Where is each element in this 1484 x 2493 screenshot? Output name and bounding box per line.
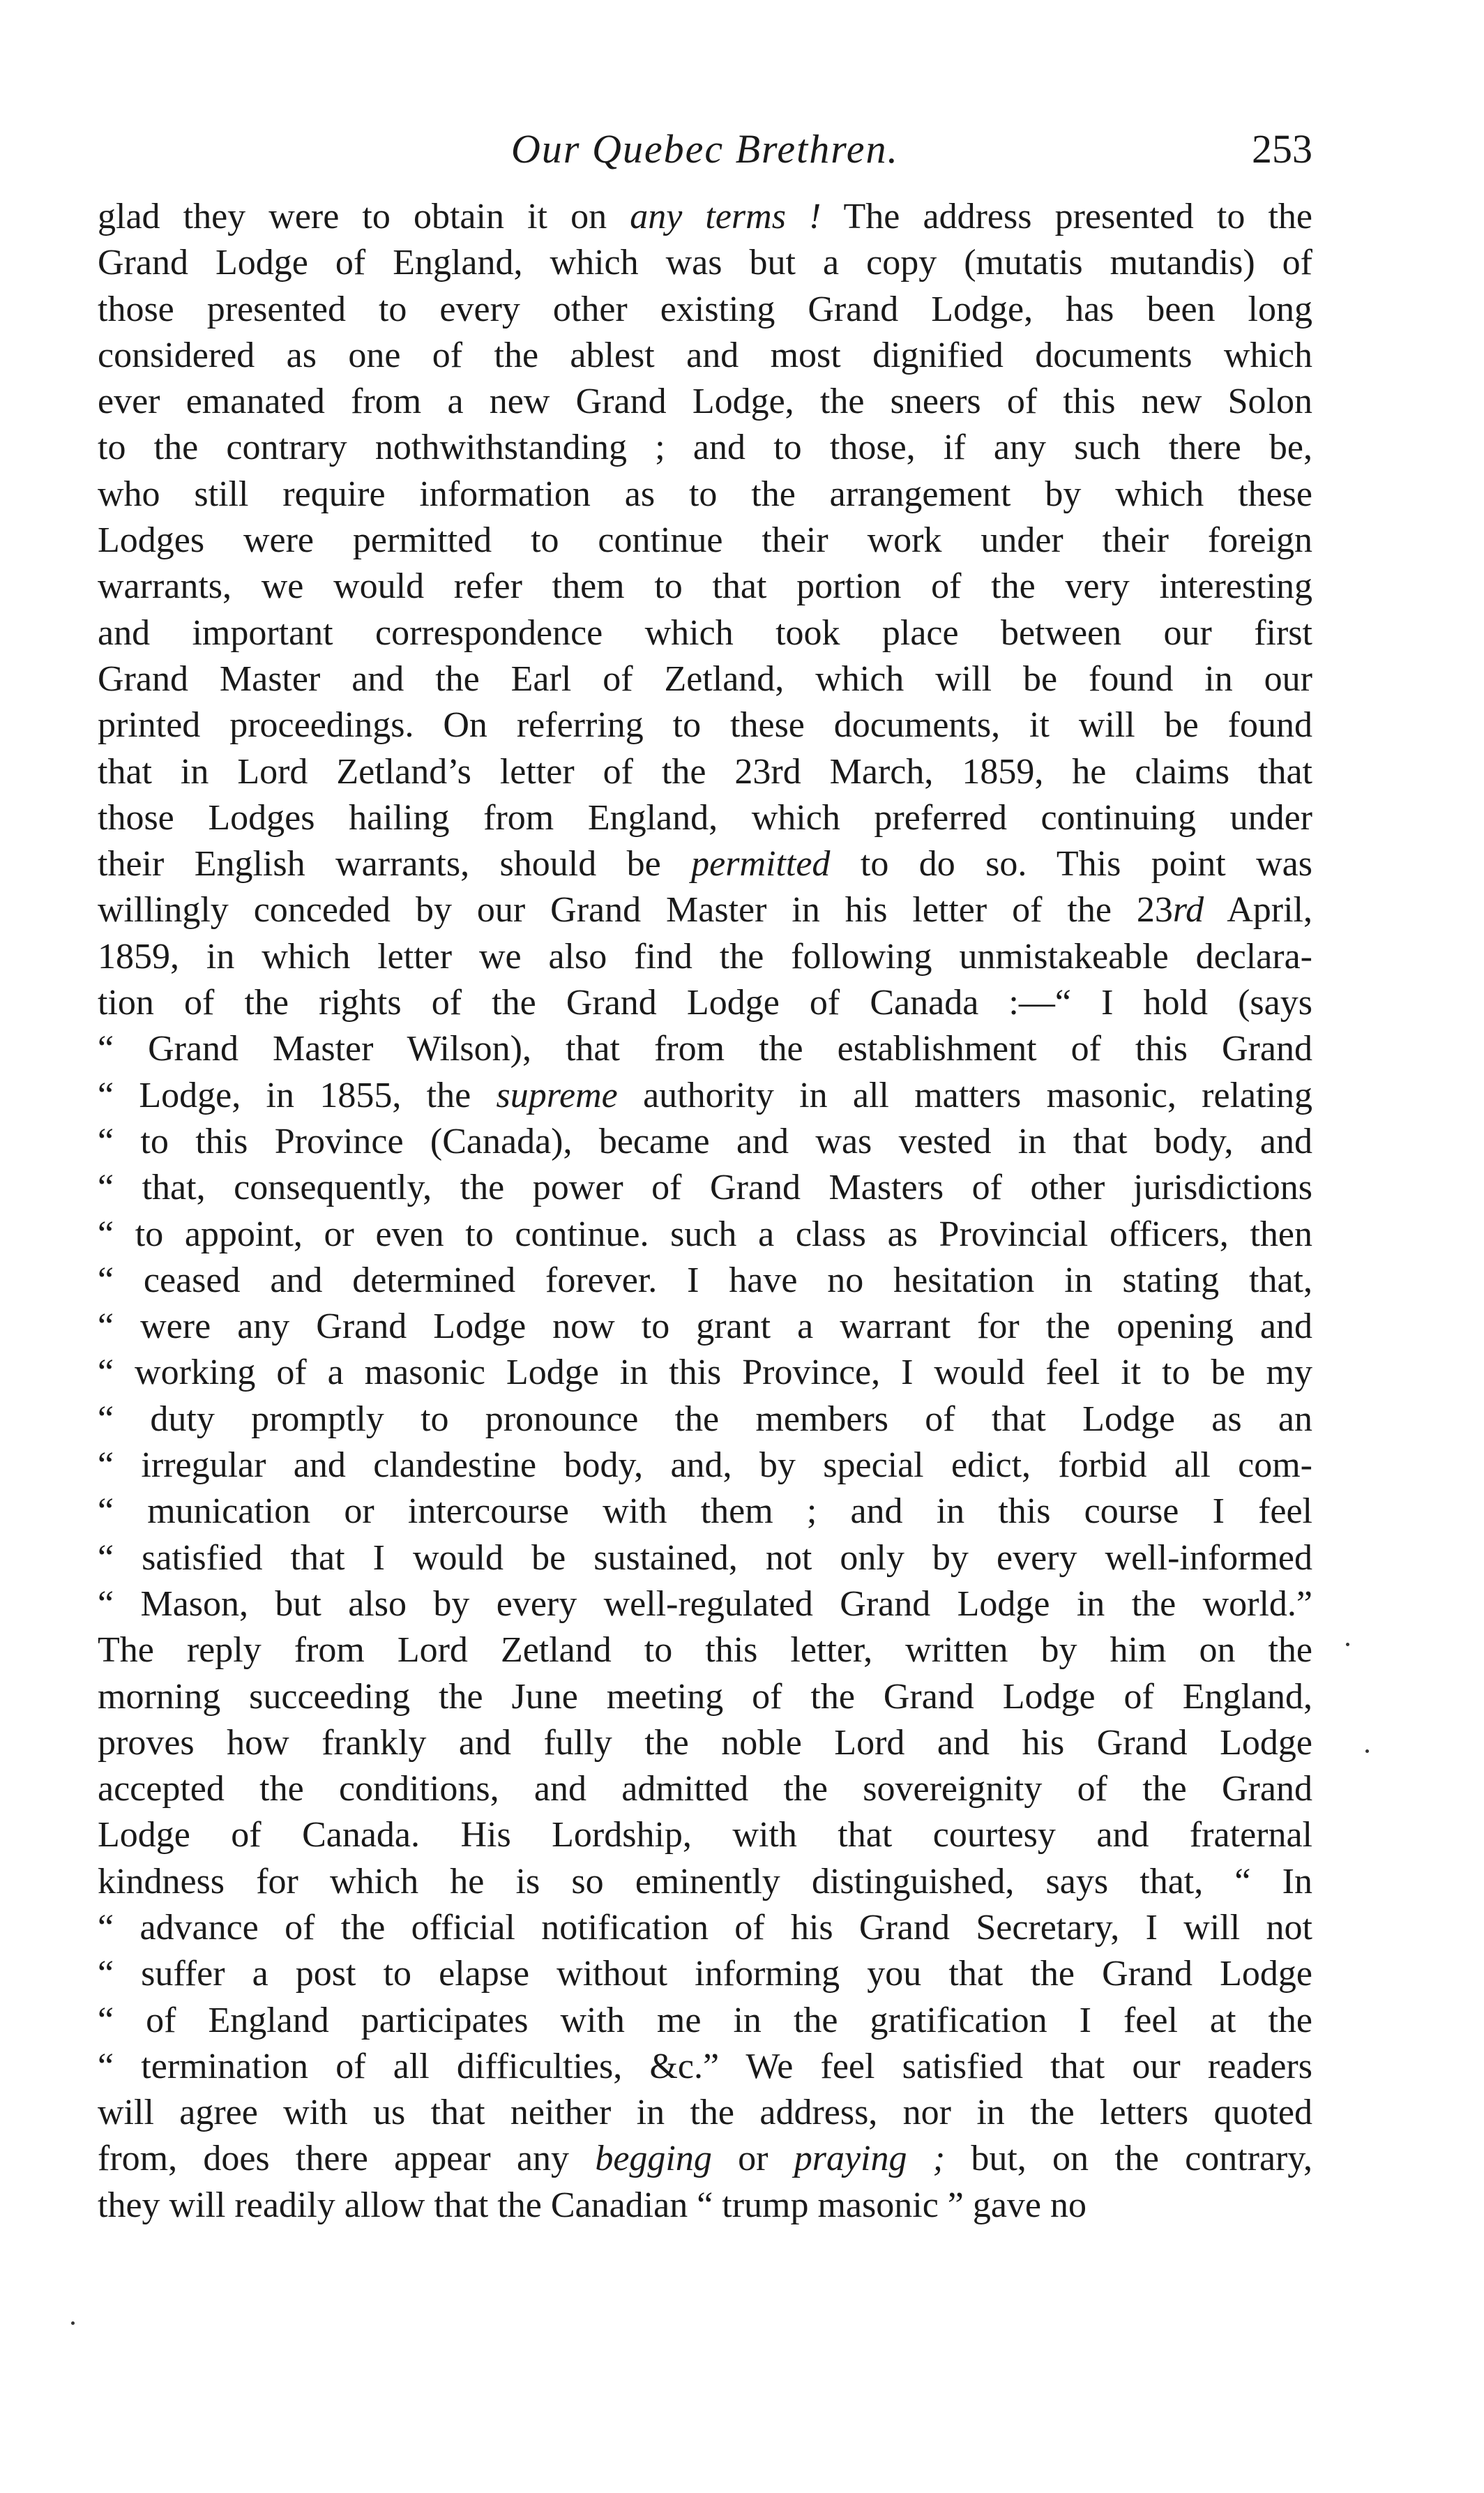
text-line — [98, 980, 1312, 1026]
text-run: that in Lord Zetland’s letter of the 23rd March, 1859, he claims that — [98, 751, 1312, 792]
text-run: to the contrary nothwithstanding ; and to those, if any such there be, — [98, 428, 1312, 468]
text-run: but, on the contrary, — [945, 2139, 1312, 2179]
text-line — [98, 2183, 1312, 2229]
body-text — [98, 194, 1312, 2229]
text-run: “ satisfied that I would be sustained, not only by every well-informed — [98, 1537, 1312, 1578]
text-line — [98, 518, 1312, 564]
running-head — [98, 124, 1312, 174]
text-line — [98, 1396, 1312, 1443]
text-run: tion of the rights of the Grand Lodge of Canada :—“ I hold (says — [98, 983, 1312, 1023]
page-number: 253 — [1252, 126, 1312, 172]
text-run: The address presented to the — [821, 197, 1312, 236]
text-line — [98, 1489, 1312, 1535]
text-line — [98, 749, 1312, 795]
text-line — [98, 702, 1312, 748]
text-run: warrants, we would refer them to that portion of the very interesting — [98, 566, 1312, 607]
text-line — [98, 841, 1312, 887]
text-line — [98, 379, 1312, 425]
text-run: Lodges were permitted to continue their work under their foreign — [98, 520, 1312, 561]
text-run: Lodge of Canada. His Lordship, with that courtesy and fraternal — [98, 1815, 1312, 1855]
text-run: morning succeeding the June meeting of the Grand Lodge of England, — [98, 1676, 1312, 1717]
text-line — [98, 425, 1312, 471]
text-line — [98, 1905, 1312, 1951]
text-line — [98, 1304, 1312, 1350]
text-run: their English warrants, should be — [98, 844, 692, 884]
text-line — [98, 287, 1312, 333]
text-line — [98, 2136, 1312, 2182]
text-line — [98, 1535, 1312, 1581]
text-run: “ working of a masonic Lodge in this Province, I would feel it to be my — [98, 1353, 1312, 1393]
text-run: glad they were to obtain it on — [98, 197, 630, 236]
text-line — [98, 795, 1312, 841]
text-run: “ duty promptly to pronounce the members of that Lodge as an — [98, 1399, 1312, 1439]
text-line — [98, 1073, 1312, 1119]
text-line — [98, 1720, 1312, 1766]
text-line — [98, 1627, 1312, 1673]
text-run: “ Grand Master Wilson), that from the establishment of this Grand — [98, 1029, 1312, 1069]
text-line — [98, 887, 1312, 933]
text-run: 1859, in which letter we also find the following unmistakeable declara- — [98, 936, 1312, 977]
text-run: ever emanated from a new Grand Lodge, the sneers of this new Solon — [98, 382, 1312, 422]
text-run: “ of England participates with me in the gratification I feel at the — [98, 2000, 1312, 2040]
text-run: “ Lodge, in 1855, the — [98, 1075, 497, 1115]
text-run: those presented to every other existing Grand Lodge, has been long — [98, 289, 1312, 329]
text-line — [98, 610, 1312, 656]
text-run: will agree with us that neither in the address, nor in the letters quoted — [98, 2093, 1312, 2133]
italic-run: supreme — [496, 1075, 618, 1115]
text-line — [98, 656, 1312, 702]
text-run: those Lodges hailing from England, which preferred continuing under — [98, 797, 1312, 838]
text-line — [98, 1443, 1312, 1489]
italic-run: praying ; — [794, 2139, 946, 2179]
text-run: “ munication or intercourse with them ; and in this course I feel — [98, 1491, 1312, 1532]
text-line — [98, 1998, 1312, 2044]
print-speck — [1346, 1643, 1349, 1646]
text-run: “ ceased and determined forever. I have no hesitation in stating that, — [98, 1260, 1312, 1300]
text-run: April, — [1204, 890, 1312, 931]
text-line — [98, 2044, 1312, 2090]
text-run: printed proceedings. On referring to these documents, it will be found — [98, 705, 1312, 746]
text-run: “ to this Province (Canada), became and was vested in that body, and — [98, 1121, 1312, 1161]
text-line — [98, 564, 1312, 610]
text-line — [98, 1212, 1312, 1258]
print-speck — [1365, 1749, 1369, 1753]
italic-run: any terms ! — [630, 197, 821, 236]
text-run: or — [711, 2139, 794, 2179]
italic-run: permitted — [691, 844, 831, 884]
text-line — [98, 1859, 1312, 1905]
text-line — [98, 1581, 1312, 1627]
text-line — [98, 472, 1312, 518]
text-line — [98, 1165, 1312, 1211]
text-run: considered as one of the ablest and most dignified documents which — [98, 335, 1312, 375]
text-run: Grand Lodge of England, which was but a copy (mutatis mutandis) of — [98, 243, 1312, 283]
text-run: proves how frankly and fully the noble Lord and his Grand Lodge — [98, 1722, 1312, 1763]
text-run: to do so. This point was — [830, 844, 1312, 884]
text-line — [98, 240, 1312, 286]
text-run: “ to appoint, or even to continue. such a class as Provincial officers, then — [98, 1214, 1312, 1254]
text-line — [98, 333, 1312, 379]
italic-run: begging — [595, 2139, 712, 2179]
text-line — [98, 934, 1312, 980]
text-run: authority in all matters masonic, relating — [617, 1075, 1312, 1115]
text-line — [98, 1674, 1312, 1720]
italic-run: rd — [1172, 890, 1204, 931]
text-line — [98, 1951, 1312, 1997]
text-run: from, does there appear any — [98, 2139, 596, 2179]
text-run: “ were any Grand Lodge now to grant a warrant for the opening and — [98, 1306, 1312, 1347]
text-run: “ Mason, but also by every well-regulated Grand Lodge in the world.” — [98, 1583, 1312, 1624]
text-run: kindness for which he is so eminently distinguished, says that, “ In — [98, 1861, 1312, 1901]
text-line — [98, 1766, 1312, 1812]
text-line — [98, 2090, 1312, 2136]
text-run: accepted the conditions, and admitted the sovereignity of the Grand — [98, 1769, 1312, 1809]
text-run: The reply from Lord Zetland to this letter, written by him on the — [98, 1630, 1312, 1671]
text-line — [98, 1258, 1312, 1304]
text-run: “ termination of all difficulties, &c.” We feel satisfied that our readers — [98, 2046, 1312, 2086]
text-line — [98, 1026, 1312, 1072]
text-run: willingly conceded by our Grand Master in his letter of the 23 — [98, 890, 1173, 931]
running-title: Our Quebec Brethren. — [511, 126, 899, 172]
text-line — [98, 1119, 1312, 1165]
print-speck — [71, 2321, 75, 2325]
text-line — [98, 194, 1312, 240]
text-run: who still require information as to the arrangement by which these — [98, 474, 1312, 514]
text-run: they will readily allow that the Canadian “ trump masonic ” gave no — [98, 2185, 1087, 2225]
text-run: “ suffer a post to elapse without informing you that the Grand Lodge — [98, 1954, 1312, 1994]
text-line — [98, 1812, 1312, 1858]
text-run: Grand Master and the Earl of Zetland, which will be found in our — [98, 658, 1312, 699]
text-run: and important correspondence which took place between our first — [98, 612, 1312, 653]
text-run: “ advance of the official notification of his Grand Secretary, I will not — [98, 1907, 1312, 1948]
text-line — [98, 1350, 1312, 1396]
text-run: “ that, consequently, the power of Grand Masters of other jurisdictions — [98, 1168, 1312, 1208]
text-run: “ irregular and clandestine body, and, by special edict, forbid all com- — [98, 1445, 1312, 1486]
